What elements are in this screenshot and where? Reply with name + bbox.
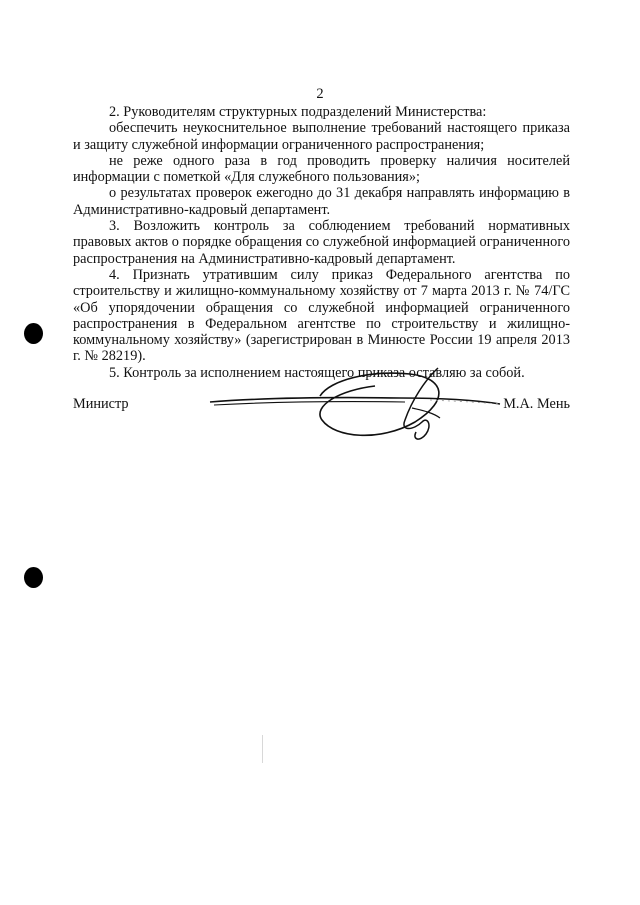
paragraph-4: 4. Признать утратившим силу приказ Федерального агентства по строительству и жилищно-коммунальному хозяйству от 7 марта 2013 г. № 74/ГС «Об упорядочении обращения со служебной информацией ограниченного распространения в Федеральном агентстве по строительству и жилищно-коммунальному хозяйству» (зарегистрирован в Минюсте России 19 апреля 2013 г. № 28219). <box>73 266 570 365</box>
page-number: 2 <box>316 86 324 102</box>
order-body <box>73 104 570 381</box>
scan-speck <box>262 735 263 763</box>
paragraph-2-item-3: о результатах проверок ежегодно до 31 декабря направлять информацию в Административно-кадровый департамент. <box>73 185 570 218</box>
paragraph-3: 3. Возложить контроль за соблюдением требований нормативных правовых актов о порядке обращения со служебной информацией ограниченного распространения на Административно-кадровый департамент. <box>73 218 570 267</box>
paragraph-5: 5. Контроль за исполнением настоящего приказа оставляю за собой. <box>109 364 525 381</box>
handwritten-signature <box>200 360 520 450</box>
signer-name: М.А. Мень <box>503 396 570 412</box>
paragraph-2: 2. Руководителям структурных подразделений Министерства: <box>109 104 487 120</box>
punch-hole <box>24 567 43 588</box>
signer-title: Министр <box>73 396 129 412</box>
punch-hole <box>24 323 43 344</box>
paragraph-2-item-2: не реже одного раза в год проводить проверку наличия носителей информации с пометкой «Для служебного пользования»; <box>73 152 570 186</box>
paragraph-2-item-1: обеспечить неукоснительное выполнение требований настоящего приказа и защиту служебной информации ограниченного распространения; <box>73 120 570 153</box>
